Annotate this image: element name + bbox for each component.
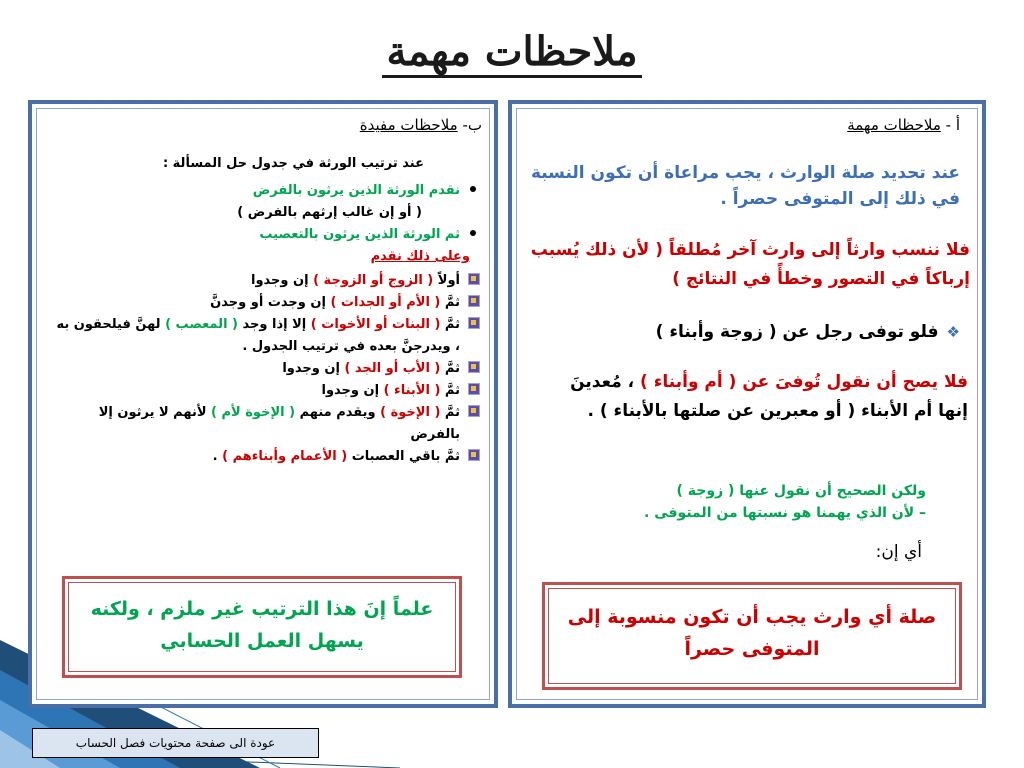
list-item: أولاً ( الزوج أو الزوجة ) إن وجدوا: [52, 270, 482, 292]
left-highlight-box: علماً إنَ هذا الترتيب غير ملزم ، ولكنه يسهل العمل الحسابي: [62, 576, 462, 678]
right-panel-header: أ - ملاحظات مهمة: [847, 116, 960, 134]
back-to-contents-link[interactable]: عودة الى صفحة محتويات فصل الحساب: [32, 728, 319, 758]
left-panel: [28, 100, 498, 708]
diamond-bullet-icon: ❖: [946, 323, 960, 341]
order-label: وعلى ذلك نقدم: [370, 249, 470, 264]
left-panel-header: ب- ملاحظات مفيدة: [359, 116, 482, 134]
right-para-4: ولكن الصحيح أن نقول عنها ( زوجة ) – لأن الذي يهمنا هو نسبتها من المتوفى .: [644, 483, 926, 521]
right-para-1: عند تحديد صلة الوارث ، يجب مراعاة أن تكون النسبة في ذلك إلى المتوفى حصراً .: [530, 163, 960, 209]
right-panel: [508, 100, 986, 708]
list-item: ثمَّ ( الإخوة ) ويقدم منهم ( الإخوة لأم ) لأنهم لا يرثون إلا بالفرض: [52, 402, 482, 446]
list-item: ثمَّ باقي العصبات ( الأعمام وأبناءهم ) .: [52, 446, 482, 468]
list-item-note: ( أو إن غالب إرثهم بالفرض ): [237, 205, 422, 220]
right-para-5: أي إن:: [875, 542, 922, 562]
left-dot-list: [52, 180, 482, 268]
right-para-3: فلا يصح أن نقول تُوفىَ عن ( أم وأبناء ) ، مُعدينَ إنها أم الأبناء ( أو معبرين عن صلتها بالأبناء ) .: [570, 372, 968, 421]
list-item: ثمَّ ( الأب أو الجد ) إن وجدوا: [52, 358, 482, 380]
list-item: ثمَّ ( الأبناء ) إن وجدوا: [52, 380, 482, 402]
right-example: ❖فلو توفى رجل عن ( زوجة وأبناء ): [655, 322, 960, 342]
left-intro: عند ترتيب الورثة في جدول حل المسألة :: [162, 156, 424, 171]
list-item: نقدم الورثة الذين يرثون بالفرض: [52, 180, 482, 202]
page-title: ملاحظات مهمة: [0, 28, 1024, 75]
right-highlight-box: صلة أي وارث يجب أن تكون منسوبة إلى المتوفى حصراً: [542, 582, 962, 690]
left-order-list: [52, 270, 482, 468]
list-item: ثمَّ ( البنات أو الأخوات ) إلا إذا وجد ( المعصب ) لهنَّ فيلحقون به ، ويدرجنَّ بعده في ترتيب الجدول .: [52, 314, 482, 358]
list-item: ثم الورثة الذين يرثون بالتعصيب: [52, 224, 482, 246]
list-item: ثمَّ ( الأم أو الجدات ) إن وجدت أو وجدنَّ: [52, 292, 482, 314]
right-para-2: فلا ننسب وارثاً إلى وارث آخر مُطلقاً ( لأن ذلك يُسبب إرباكاً في التصور وخطأً في النتائج ): [530, 240, 970, 289]
